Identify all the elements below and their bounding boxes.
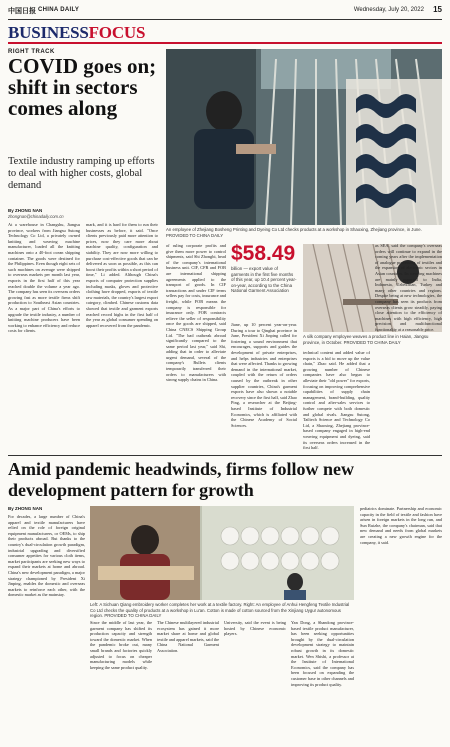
kicker: RIGHT TRACK	[8, 49, 55, 55]
factory-photo-illustration	[166, 49, 442, 225]
deck: Textile industry ramping up efforts to deal with higher costs, global demand	[8, 156, 155, 191]
byline: By ZHONG NAN	[8, 208, 43, 213]
second-column-3: The Chinese multilayered industrial ecosystem has gained it more market share at home and global textile and apparel markets, said the China National Garment Association.	[157, 620, 219, 653]
second-column-2: Since the middle of last year, the garment company has shifted its production capacity and strength toward the domestic market. When the pandemic broke out, many small brands and factories quickly adjusted to focus on cheaper manufacturing models while keeping the same product quality.	[90, 620, 152, 670]
big-figure: $58.49	[231, 242, 296, 265]
article-column-1: At a warehouse in Changshu, Jiangsu province, workers from Jiangsu Sutong Technology Co Ltd, a privately owned knitting and weaving machine manufacturer, loaded all the knitting machines onto a 40-foot ocean shipping container. The goods were destined for the Philippines. Even though eight sets of such machines on average were shipped to overseas markets per month last year, exports in the first half of this year reached double the volume a year ago. The company has seen its overseas orders growing fast as more textile firms shift production to Southeast Asian countries. As a major part of China's efforts to upgrade the textile industry, a number of knitting machine producers have been working to enhance efficiency and reduce costs for clients.	[8, 222, 80, 334]
second-column-1: For decades, a large number of China's apparel and textile manufacturers have relied on the role of foreign original equipment manufacturers, or OEMs, to ship their products abroad. But thanks to the country's dual-circulation growth paradigm, industrial upgrading and diversified consumer appetites for various cloth items, market participants are seeking new ways to expand their markets at home and abroad. China's new development paradigm, a major strategy championed by President Xi Jinping, enables the domestic and overseas markets to reinforce each other, with the domestic market as the mainstay.	[8, 514, 85, 598]
newspaper-name: CHINA DAILY	[38, 7, 80, 13]
byline-email: zhongnan@chinadaily.com.cn	[8, 214, 64, 219]
page-number: 15	[433, 5, 442, 14]
section-title-business: BUSINESS	[8, 23, 89, 42]
second-headline: Amid pandemic headwinds, firms follow new development pattern for growth	[8, 459, 355, 500]
secondary-photo-caption: A silk company employee weaves a product line in Haian, Jiangsu province, in October. PROVIDED TO CHINA DAILY	[303, 334, 429, 345]
second-photo	[90, 506, 354, 600]
article-column-2: mark, and it is hard for them to run their businesses as before, it said. "Once clients previously paid more attention to prices, now they care more about machine quality, configuration and stability. They are now more willing to purchase cost-effective goods that can be delivered as soon as possible, as this can boost their profits within a short period of time," Li added. Although China's exports of computer protection supplies including masks, gloves and protective clothing have dropped, exports of textile raw materials, the country's largest export category, climbed. Chinese customs data showed that textile and garment exports reached record highs in the first half of the year as global consumer spending on apparel recovered from the pandemic.	[86, 222, 158, 328]
article-column-3: of ruling corporate profits and give them more power to control shipments, said Shi Zhongbi, head of the company's international business unit. CIF, CFR and FOB are international shipping agreements applied to the transport of goods. In CIF transactions and under CIF terms sellers pay for costs, insurance and freight, while FOB means the company is responsible for insurance only. FOB contracts relieve the seller of responsibility once the goods are shipped, said China CNECS Shipping Group Ltd. "The bad outbreak abroad significantly compared to the same period last year," said Shi, adding that in order to alleviate urgent demand, several of the company's Bullets clients temporarily transferred their orders to manufacturers with strong supply chains in China.	[166, 243, 226, 383]
second-photo-caption: Left: A Sichuan Qiang embroidery worker completes her work at a textile factory. Right: An employee of Anhui Hengfeng Textile Industrial Co Ltd checks the quality of products at a workshop in Lu'an. Cotton is made of cotton sourced from the Xinjiang Uygur autonomous region. PROVIDED TO CHINA DAILY	[90, 602, 350, 618]
section-title-focus: FOCUS	[88, 23, 146, 42]
story-divider	[8, 455, 442, 456]
article-column-5: technical content and added value of exports is a bid to move up the value chain," Zhao said. He added that a growing number of Chinese companies have also begun to alleviate their "old power" for exports, focusing on improving comprehensive capabilities of supply chain management, brand-building, quality control and after-sales services to further compete with both domestic and global rivals. Jiangsu Sutong, Tailtech Science and Technology Co Ltd, a Shaoxing, Zhejiang province-based company engaged in high-end weaving equipment and dyeing, said its overseas orders increased in the first half.	[303, 350, 370, 450]
headline: COVID goes on; shift in sectors comes along	[8, 54, 157, 120]
second-column-5: Yan Dong, a Shandong province-based textile product manufacturer, has been seeking opportunities brought by the dual-circulation development strategy to maintain robust growth in its domestic market. Wen Shishi, a professor at the Institute of International Economics, said the company has been focused on expanding the customer base in other channels and improving its product quality.	[291, 620, 354, 687]
newspaper-logo: 中国日报	[8, 8, 36, 15]
big-figure-description: billion — export value of garments in the first five months of this year, up 10.4 percent year-on-year, according to the China National Garment Association	[231, 266, 297, 294]
textile-workers-illustration	[90, 506, 354, 600]
article-column-4: Jiane, up 10 percent year-on-year. During a tour to Qinghai province in June, President Xi Jinping called for fostering a sound environment that encourages, supports and guides the development of private enterprises, and helps industries and enterprises that were affected. Thanks to growing demand in the international market, coupled with the return of orders caused by the outbreak in other supplier countries, China's garment exports have also shown a notable recovery since the first half, said Zhao Ping, a researcher at the Beijing-based Institute of Industrial Economics, which is affiliated with the Chinese Academy of Social Sciences.	[231, 322, 297, 428]
issue-date: Wednesday, July 20, 2022	[353, 7, 424, 13]
second-byline: By ZHONG NAN	[8, 506, 43, 511]
main-photo-caption: An employee of Zhejiang Bosheng Printing and Dyeing Co Ltd checks products at a workshop in Shaoxing, Zhejiang province, in June. PROVIDED TO CHINA DAILY	[166, 227, 422, 238]
second-column-6: pediatrics dominate. Partnership and economic capacity in the field of textile and fashion have arisen in foreign markets in the long run, and Sun Ruizhe, the company's chairman, said that new demand and needs from global markets are creating a new growth engine for the company, it said.	[360, 506, 442, 545]
section-rule	[8, 42, 442, 44]
second-column-4: University, said the event is being hosted by Chinese economic players.	[224, 620, 286, 637]
section-title	[8, 23, 145, 43]
article-column-6: as SEA, said the company's overseas orders will continue to expand in the coming years after the implementation of analogue processing of textiles and the expansion of electronic sectors in Asian countries. Its weaving machines are mainly exported to India, Indonesia, Uzbekistan, Turkey and many other countries and regions. Despite being at new technologies, the company has seen its products from overseas clients grow steadily, paying close attention to the efficiency of machines with high efficiency, high precision and multifunctional functionality at a reasonable price.	[375, 243, 442, 332]
masthead	[8, 4, 442, 20]
main-photo	[166, 49, 442, 225]
